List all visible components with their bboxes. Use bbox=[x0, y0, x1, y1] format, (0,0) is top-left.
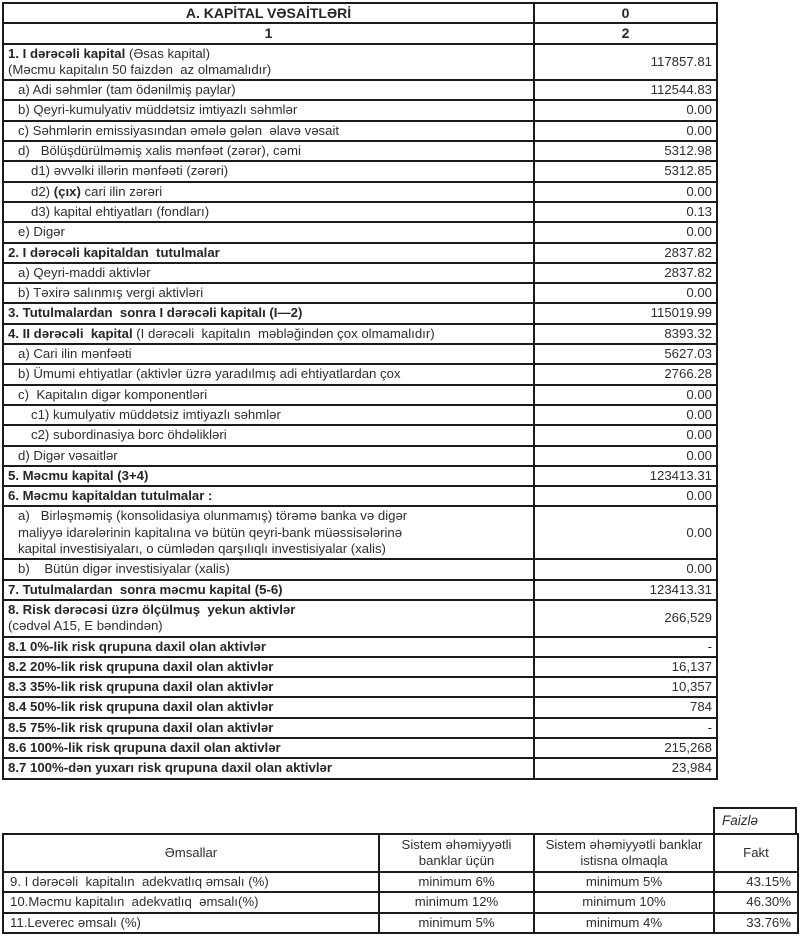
row-label: a) Cari ilin mənfəəti bbox=[3, 344, 534, 364]
table-row bbox=[3, 263, 717, 283]
row-label: 8.3 35%-lik risk qrupuna daxil olan aktivlər bbox=[3, 677, 534, 697]
table-row bbox=[3, 121, 717, 141]
row-label: c) Kapitalın digər komponentləri bbox=[3, 385, 534, 405]
table-row bbox=[3, 486, 717, 506]
row-value: 5312.85 bbox=[534, 161, 717, 181]
row-value: 0.00 bbox=[534, 222, 717, 242]
row-label: 6. Məcmu kapitaldan tutulmalar : bbox=[3, 486, 534, 506]
row-label: 7. Tutulmalardan sonra məcmu kapital (5-6) bbox=[3, 580, 534, 600]
row-label: b) Ümumi ehtiyatlar (aktivlər üzrə yaradılmış adi ehtiyatlardan çox bbox=[3, 364, 534, 384]
table-row bbox=[3, 141, 717, 161]
ratios-header-coefficients: Əmsallar bbox=[3, 834, 379, 873]
row-value: 784 bbox=[534, 697, 717, 717]
table-row bbox=[3, 405, 717, 425]
row-value: - bbox=[534, 637, 717, 657]
row-value: 123413.31 bbox=[534, 580, 717, 600]
ratio-fact: 33.76% bbox=[714, 913, 798, 933]
table-row bbox=[3, 182, 717, 202]
table-row bbox=[3, 243, 717, 263]
row-label: d) Bölüşdürülməmiş xalis mənfəət (zərər), cəmi bbox=[3, 141, 534, 161]
table-row bbox=[3, 580, 717, 600]
main-table-body bbox=[3, 44, 717, 779]
row-value: 266,529 bbox=[534, 600, 717, 637]
table-row bbox=[3, 425, 717, 445]
row-value: 0.00 bbox=[534, 425, 717, 445]
table-row bbox=[3, 80, 717, 100]
row-value: 112544.83 bbox=[534, 80, 717, 100]
row-label: e) Digər bbox=[3, 222, 534, 242]
row-value: 123413.31 bbox=[534, 466, 717, 486]
row-value: 0.00 bbox=[534, 506, 717, 559]
table-row bbox=[3, 283, 717, 303]
row-label: 8.4 50%-lik risk qrupuna daxil olan aktivlər bbox=[3, 697, 534, 717]
ratio-row bbox=[3, 913, 798, 933]
row-value: 5312.98 bbox=[534, 141, 717, 161]
row-value: 23,984 bbox=[534, 758, 717, 778]
ratios-header-systemic-banks: Sistem əhəmiyyətli banklar üçün bbox=[379, 834, 534, 873]
row-value: 0.00 bbox=[534, 283, 717, 303]
table-row bbox=[3, 222, 717, 242]
row-value: 5627.03 bbox=[534, 344, 717, 364]
row-label: a) Birləşməmiş (konsolidasiya olunmamış) törəmə banka və digər maliyyə idarələrinin kapitalına və bütün qeyri-bank müəssisələrinə kapital investisiyaları, o cümlədən qarşılıqlı investisiyalar (xalis) bbox=[3, 506, 534, 559]
row-label: b) Bütün digər investisiyalar (xalis) bbox=[3, 559, 534, 579]
row-label: 8.2 20%-lik risk qrupuna daxil olan aktivlər bbox=[3, 657, 534, 677]
table-row bbox=[3, 446, 717, 466]
ratio-min-non-systemic: minimum 4% bbox=[534, 913, 714, 933]
row-value: 16,137 bbox=[534, 657, 717, 677]
ratio-min-systemic: minimum 6% bbox=[379, 872, 534, 892]
row-value: 215,268 bbox=[534, 738, 717, 758]
capital-table-column-number-row bbox=[3, 23, 717, 43]
row-value: 0.00 bbox=[534, 121, 717, 141]
row-label: d) Digər vəsaitlər bbox=[3, 446, 534, 466]
ratios-section bbox=[2, 807, 797, 934]
ratio-min-systemic: minimum 5% bbox=[379, 913, 534, 933]
ratio-fact: 46.30% bbox=[714, 892, 798, 912]
ratio-min-non-systemic: minimum 5% bbox=[534, 872, 714, 892]
row-value: 0.00 bbox=[534, 182, 717, 202]
table-row bbox=[3, 637, 717, 657]
capital-table-value-column-header: 0 bbox=[534, 3, 717, 23]
table-row bbox=[3, 718, 717, 738]
table-row bbox=[3, 506, 717, 559]
row-value: 2837.82 bbox=[534, 243, 717, 263]
table-row bbox=[3, 738, 717, 758]
row-label: d3) kapital ehtiyatları (fondları) bbox=[3, 202, 534, 222]
row-label: b) Təxirə salınmış vergi aktivləri bbox=[3, 283, 534, 303]
column-number-right: 2 bbox=[534, 23, 717, 43]
row-value: 0.00 bbox=[534, 559, 717, 579]
ratio-label: 10.Məcmu kapitalın adekvatlıq əmsalı(%) bbox=[3, 892, 379, 912]
table-row bbox=[3, 758, 717, 778]
row-value: 115019.99 bbox=[534, 303, 717, 323]
row-label: c1) kumulyativ müddətsiz imtiyazlı səhmlər bbox=[3, 405, 534, 425]
row-value: 8393.32 bbox=[534, 324, 717, 344]
capital-table bbox=[2, 2, 718, 780]
row-value: 0.00 bbox=[534, 100, 717, 120]
row-label: c2) subordinasiya borc öhdəlikləri bbox=[3, 425, 534, 445]
unit-label: Faizlə bbox=[713, 807, 797, 835]
ratio-label: 9. I dərəcəli kapitalın adekvatlıq əmsalı (%) bbox=[3, 872, 379, 892]
capital-table-title-row bbox=[3, 3, 717, 23]
ratios-header-row bbox=[3, 834, 798, 873]
row-label: c) Səhmlərin emissiyasından əmələ gələn əlavə vəsait bbox=[3, 121, 534, 141]
table-row bbox=[3, 559, 717, 579]
row-label: 8. Risk dərəcəsi üzrə ölçülmuş yekun aktivlər (cədvəl A15, E bəndindən) bbox=[3, 600, 534, 637]
capital-table-title: A. KAPİTAL VƏSAİTLƏRİ bbox=[3, 3, 534, 23]
row-label: b) Qeyri-kumulyativ müddətsiz imtiyazlı səhmlər bbox=[3, 100, 534, 120]
row-label: 5. Məcmu kapital (3+4) bbox=[3, 466, 534, 486]
table-row bbox=[3, 100, 717, 120]
row-value: 2766.28 bbox=[534, 364, 717, 384]
row-label: 3. Tutulmalardan sonra I dərəcəli kapitalı (I—2) bbox=[3, 303, 534, 323]
ratios-header-fact: Fakt bbox=[714, 834, 798, 873]
table-row bbox=[3, 344, 717, 364]
ratios-table bbox=[2, 833, 799, 934]
ratio-label: 11.Leverec əmsalı (%) bbox=[3, 913, 379, 933]
row-label: d2) (çıx) cari ilin zərəri bbox=[3, 182, 534, 202]
ratios-table-body bbox=[3, 872, 798, 933]
ratio-fact: 43.15% bbox=[714, 872, 798, 892]
table-row bbox=[3, 466, 717, 486]
table-row bbox=[3, 324, 717, 344]
row-value: 0.00 bbox=[534, 486, 717, 506]
ratio-row bbox=[3, 872, 798, 892]
row-label: 8.7 100%-dən yuxarı risk qrupuna daxil olan aktivlər bbox=[3, 758, 534, 778]
row-label: 2. I dərəcəli kapitaldan tutulmalar bbox=[3, 243, 534, 263]
row-value: 0.00 bbox=[534, 405, 717, 425]
row-value: 10,357 bbox=[534, 677, 717, 697]
table-row bbox=[3, 677, 717, 697]
table-row bbox=[3, 385, 717, 405]
row-label: 8.5 75%-lik risk qrupuna daxil olan aktivlər bbox=[3, 718, 534, 738]
row-value: 0.13 bbox=[534, 202, 717, 222]
table-row bbox=[3, 364, 717, 384]
row-value: 0.00 bbox=[534, 446, 717, 466]
ratios-header-non-systemic-banks: Sistem əhəmiyyətli banklar istisna olmaqla bbox=[534, 834, 714, 873]
table-row bbox=[3, 697, 717, 717]
table-row bbox=[3, 303, 717, 323]
table-row bbox=[3, 202, 717, 222]
row-label: 8.1 0%-lik risk qrupuna daxil olan aktivlər bbox=[3, 637, 534, 657]
row-value: 117857.81 bbox=[534, 44, 717, 81]
row-label: 4. II dərəcəli kapital (I dərəcəli kapitalın məbləğindən çox olmamalıdır) bbox=[3, 324, 534, 344]
row-value: - bbox=[534, 718, 717, 738]
table-row bbox=[3, 44, 717, 81]
row-value: 0.00 bbox=[534, 385, 717, 405]
row-label: 1. I dərəcəli kapital (Əsas kapital) (Məcmu kapitalın 50 faizdən az olmamalıdır) bbox=[3, 44, 534, 81]
row-label: a) Adi səhmlər (tam ödənilmiş paylar) bbox=[3, 80, 534, 100]
table-row bbox=[3, 161, 717, 181]
unit-label-row bbox=[2, 807, 797, 833]
ratio-min-systemic: minimum 12% bbox=[379, 892, 534, 912]
row-label: a) Qeyri-maddi aktivlər bbox=[3, 263, 534, 283]
row-label: d1) əvvəlki illərin mənfəəti (zərəri) bbox=[3, 161, 534, 181]
column-number-left: 1 bbox=[3, 23, 534, 43]
row-label: 8.6 100%-lik risk qrupuna daxil olan aktivlər bbox=[3, 738, 534, 758]
row-value: 2837.82 bbox=[534, 263, 717, 283]
ratio-min-non-systemic: minimum 10% bbox=[534, 892, 714, 912]
table-row bbox=[3, 657, 717, 677]
table-row bbox=[3, 600, 717, 637]
ratio-row bbox=[3, 892, 798, 912]
